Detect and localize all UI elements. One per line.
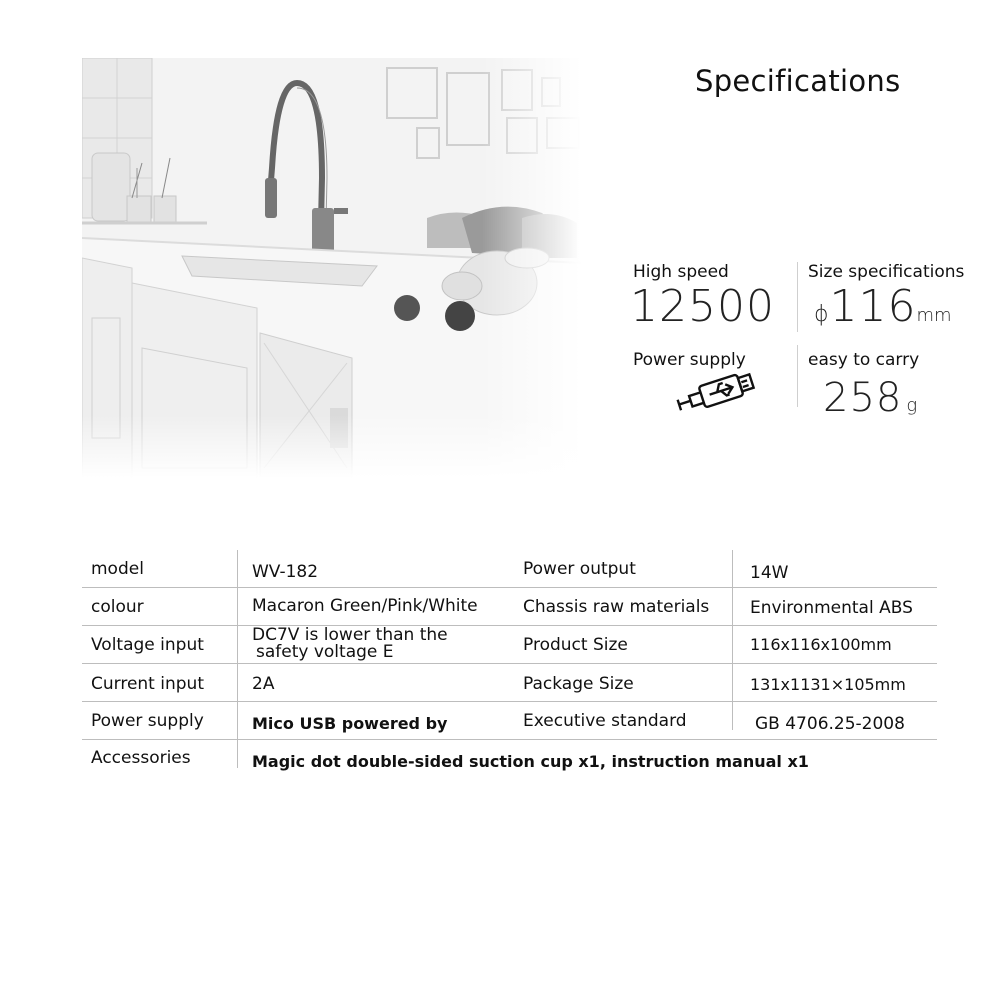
size-unit: mm [916,305,952,326]
row-value: WV-182 [252,562,319,582]
table-row [82,626,937,664]
row-value: Macaron Green/Pink/White [252,596,478,616]
row-label: Power supply [91,711,204,731]
weight-unit: g [906,395,918,416]
row-value: Mico USB powered by [252,714,448,733]
weight-number: 258 [823,375,903,421]
row-label-right: Product Size [523,635,628,655]
easy-to-carry-label: easy to carry [808,350,920,370]
row-label: Accessories [91,748,191,768]
row-value-right: GB 4706.25-2008 [755,714,905,734]
row-label-right: Power output [523,559,636,579]
size-spec-value [814,281,952,332]
row-value-right: Environmental ABS [750,598,913,618]
table-row [82,550,937,588]
size-spec-label: Size specifications [808,262,965,282]
row-label-right: Executive standard [523,711,687,731]
weight-value [823,375,918,421]
row-value-right: 14W [750,563,789,583]
spec-divider-bottom [797,345,798,407]
power-supply-label: Power supply [633,350,746,370]
spec-divider-top [797,262,798,332]
row-label-right: Package Size [523,674,634,694]
row-label: model [91,559,144,579]
kitchen-illustration [82,58,582,478]
row-value: 2A [252,674,275,694]
row-value-right: 131x1131×105mm [750,675,906,694]
diameter-symbol: ɸ [814,302,830,327]
size-number: 116 [829,281,917,332]
row-label: Voltage input [91,635,204,655]
usb-plug-icon [672,372,758,418]
row-value: Magic dot double-sided suction cup x1, instruction manual x1 [252,752,809,771]
row-value-line-1: DC7V is lower than the [252,625,448,645]
high-speed-value: 12500 [630,281,775,332]
page-title: Specifications [695,64,901,98]
row-value-line-2: safety voltage E [256,642,394,662]
row-label: Current input [91,674,204,694]
high-speed-label: High speed [633,262,729,282]
table-row [82,664,937,702]
table-row [82,702,937,740]
row-value-right: 116x116x100mm [750,635,892,654]
table-row [82,588,937,626]
table-row [82,740,937,774]
row-label: colour [91,597,144,617]
row-label-right: Chassis raw materials [523,597,710,617]
